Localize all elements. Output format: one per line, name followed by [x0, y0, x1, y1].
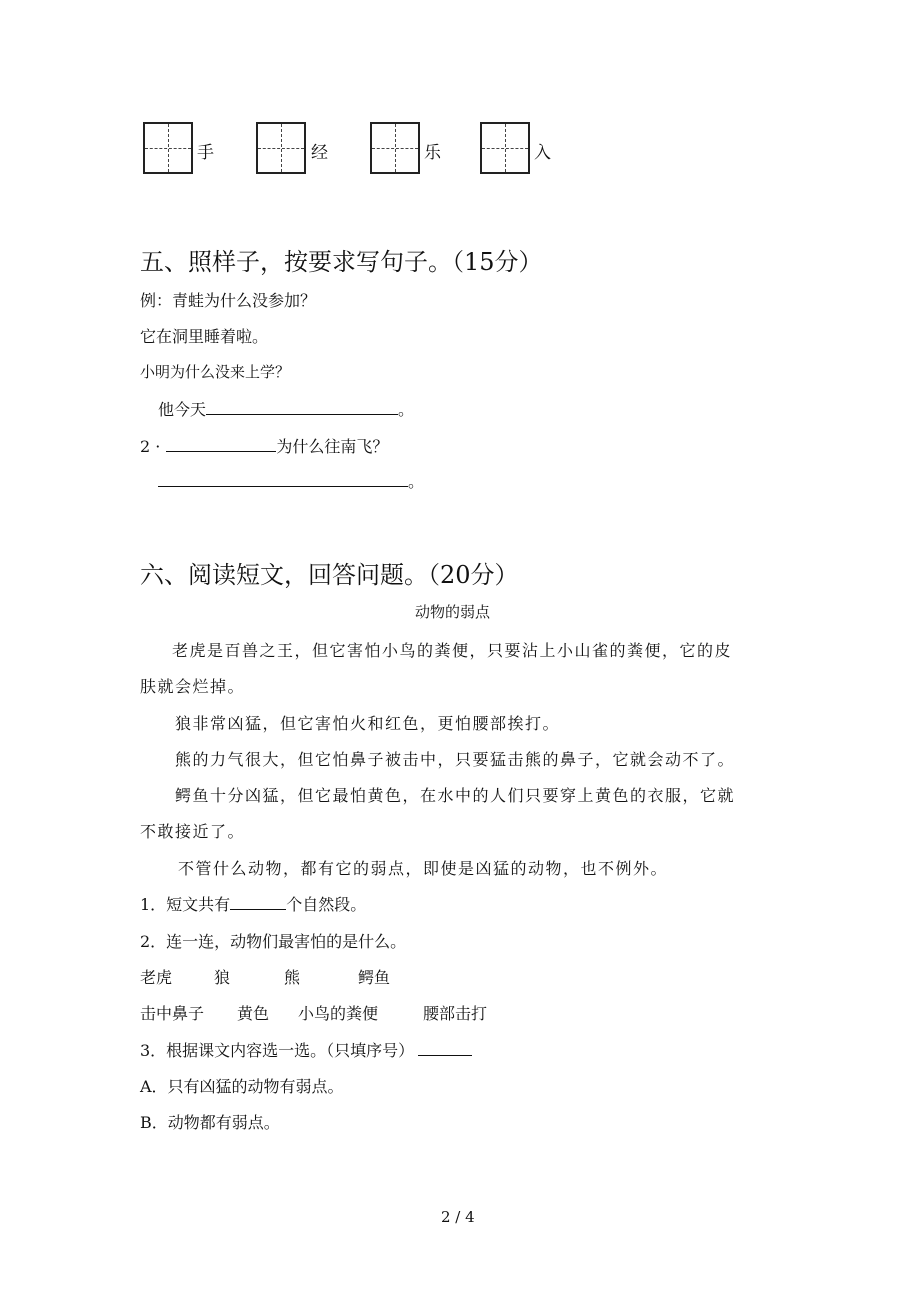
section5-question-2-row	[140, 434, 388, 457]
animal-狼[interactable]: 狼	[214, 968, 231, 987]
char-label-1: 手	[197, 143, 214, 163]
page-number: 2 / 4	[441, 1208, 475, 1226]
section6-q3-blank[interactable]	[418, 1039, 472, 1056]
fear-击中鼻子[interactable]: 击中鼻子	[140, 1004, 205, 1023]
char-label-4: 入	[534, 143, 551, 163]
section6-q3-text: 3．根据课文内容选一选。（只填序号）	[140, 1041, 415, 1060]
section6-q1-prefix: 1．短文共有	[140, 895, 231, 914]
option-a[interactable]: A．只有凶猛的动物有弱点。	[140, 1077, 344, 1096]
section6-q1-suffix: 个自然段。	[286, 895, 367, 914]
answer-2-suffix: 。	[408, 472, 425, 491]
section5-answer-2-row	[158, 469, 424, 492]
passage-paragraph-4-line-1: 鳄鱼十分凶猛，但它最怕黄色，在水中的人们只要穿上黄色的衣服，它就	[175, 786, 736, 805]
passage-paragraph-2: 狼非常凶猛，但它害怕火和红色，更怕腰部挨打。	[175, 714, 561, 733]
question-2-number: 2 ·	[140, 437, 161, 456]
fear-腰部击打[interactable]: 腰部击打	[423, 1004, 488, 1023]
section6-title: 六、阅读短文，回答问题。（20分）	[140, 561, 519, 589]
char-label-2: 经	[311, 143, 328, 163]
section5-example-question: 例：青蛙为什么没参加？	[140, 291, 317, 310]
writing-grid-box-2[interactable]	[256, 122, 306, 174]
passage-paragraph-4-line-2: 不敢接近了。	[140, 822, 246, 841]
section6-q1-blank[interactable]	[230, 893, 286, 910]
section6-question-1-row	[140, 892, 366, 915]
option-b[interactable]: B．动物都有弱点。	[140, 1113, 280, 1132]
animal-熊[interactable]: 熊	[284, 968, 301, 987]
animal-鳄鱼[interactable]: 鳄鱼	[358, 968, 391, 987]
passage-paragraph-5: 不管什么动物，都有它的弱点，即使是凶猛的动物，也不例外。	[178, 859, 669, 878]
question-2-suffix: 为什么往南飞？	[276, 437, 389, 456]
passage-paragraph-3: 熊的力气很大，但它怕鼻子被击中，只要猛击熊的鼻子，它就会动不了。	[175, 750, 736, 769]
writing-grid-box-1[interactable]	[143, 122, 193, 174]
passage-title: 动物的弱点	[415, 603, 491, 621]
answer-1-prefix: 他今天	[158, 400, 207, 419]
passage-paragraph-1-line-1: 老虎是百兽之王，但它害怕小鸟的粪便，只要沾上小山雀的粪便，它的皮	[172, 641, 733, 660]
section5-example-answer: 它在洞里睡着啦。	[140, 327, 269, 346]
section5-answer-1-row	[158, 397, 414, 420]
question-2-blank[interactable]	[166, 435, 276, 452]
section5-title: 五、照样子，按要求写句子。（15分）	[140, 248, 543, 276]
fear-黄色[interactable]: 黄色	[237, 1004, 270, 1023]
section6-question-3-row	[140, 1038, 472, 1061]
fear-小鸟的粪便[interactable]: 小鸟的粪便	[298, 1004, 379, 1023]
section5-question-1: 小明为什么没来上学？	[140, 363, 291, 381]
animal-老虎[interactable]: 老虎	[140, 968, 173, 987]
answer-1-suffix: 。	[398, 400, 415, 419]
answer-2-blank[interactable]	[158, 470, 408, 487]
passage-paragraph-1-line-2: 肤就会烂掉。	[140, 677, 246, 696]
section6-question-2: 2．连一连，动物们最害怕的是什么。	[140, 932, 407, 951]
writing-grid-box-4[interactable]	[480, 122, 530, 174]
answer-1-blank[interactable]	[206, 398, 398, 415]
char-label-3: 乐	[424, 143, 441, 163]
writing-grid-box-3[interactable]	[370, 122, 420, 174]
